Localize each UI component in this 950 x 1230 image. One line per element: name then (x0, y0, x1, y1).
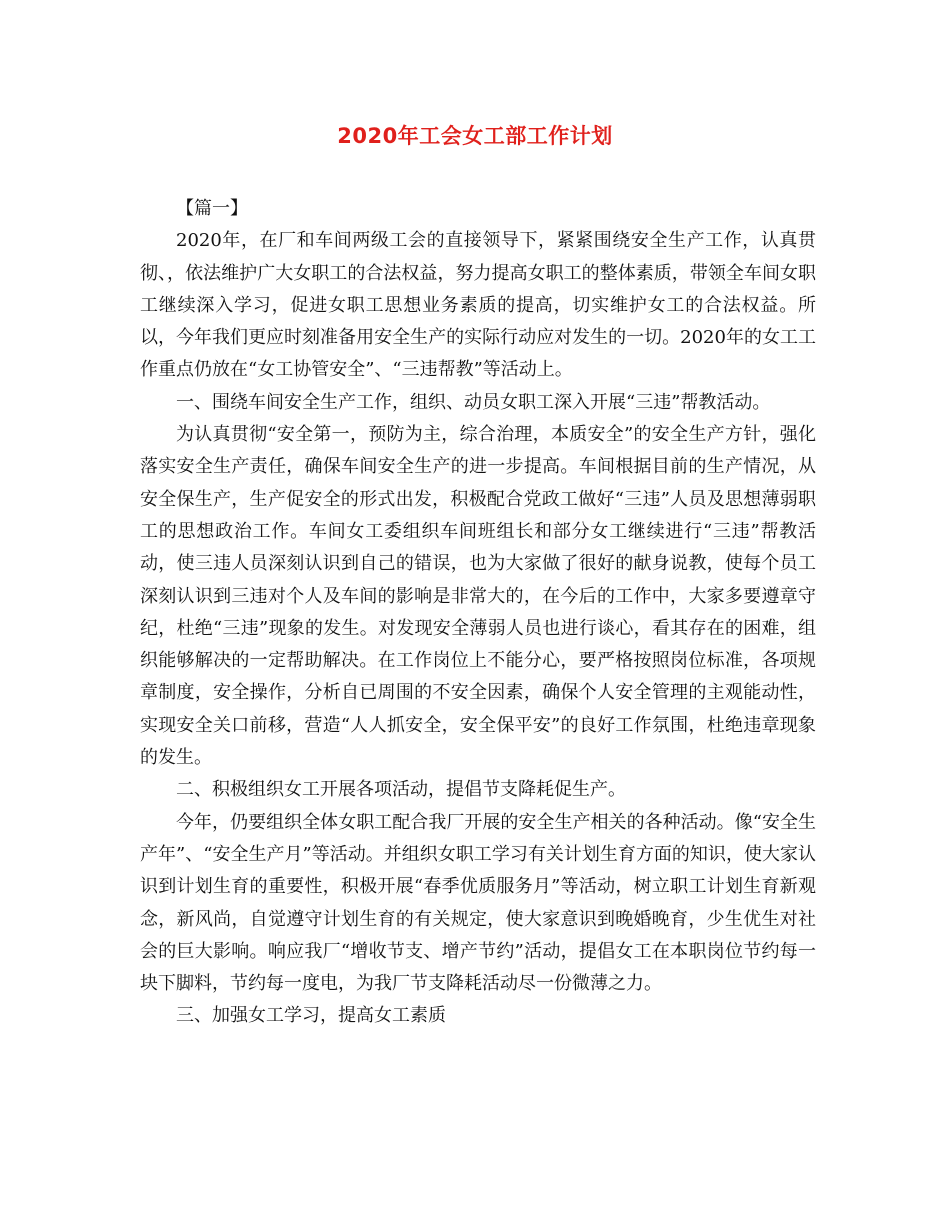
document-body (140, 193, 816, 1033)
section-heading-1: 一、围绕车间安全生产工作，组织、动员女职工深入开展“三违”帮教活动。 (176, 391, 771, 413)
section-2-paragraph: 今年，仍要组织全体女职工配合我厂开展的安全生产相关的各种活动。像“安全生产年”、“安全生产月”等活动。并组织女职工学习有关计划生育方面的知识，使大家认识到计划生育的重要性，积极开展“春季优质服务月”等活动，树立职工计划生育新观念，新风尚，自觉遵守计划生育的有关规定，使大家意识到晚婚晚育，少生优生对社会的巨大影响。响应我厂“增收节支、增产节约”活动，提倡女工在本职岗位节约每一块下脚料，节约每一度电，为我厂节支降耗活动尽一份微薄之力。 (140, 811, 816, 995)
section-heading-3: 三、加强女工学习，提高女工素质 (176, 1005, 446, 1027)
intro-paragraph: 2020年，在厂和车间两级工会的直接领导下，紧紧围绕安全生产工作，认真贯彻、，依法维护广大女职工的合法权益，努力提高女职工的整体素质，带领全车间女职工继续深入学习，促进女职工思想业务素质的提高，切实维护女工的合法权益。所以，今年我们更应时刻准备用安全生产的实际行动应对发生的一切。2020年的女工工作重点仍放在“女工协管安全”、“三违帮教”等活动上。 (140, 230, 816, 381)
section-marker: 【篇一】 (176, 198, 248, 219)
document-title: 2020年工会女工部工作计划 (337, 124, 613, 148)
section-heading-2: 二、积极组织女工开展各项活动，提倡节支降耗促生产。 (176, 779, 626, 801)
section-1-paragraph: 为认真贯彻“安全第一，预防为主，综合治理，本质安全”的安全生产方针，强化落实安全生产责任，确保车间安全生产的进一步提高。车间根据目前的生产情况，从安全保生产，生产促安全的形式出发，积极配合党政工做好“三违”人员及思想薄弱职工的思想政治工作。车间女工委组织车间班组长和部分女工继续进行“三违”帮教活动，使三违人员深刻认识到自己的错误，也为大家做了很好的献身说教，使每个员工深刻认识到三违对个人及车间的影响是非常大的，在今后的工作中，大家多要遵章守纪，杜绝“三违”现象的发生。对发现安全薄弱人员也进行谈心，看其存在的困难，组织能够解决的一定帮助解决。在工作岗位上不能分心，要严格按照岗位标准，各项规章制度，安全操作，分析自已周围的不安全因素，确保个人安全管理的主观能动性，实现安全关口前移，营造“人人抓安全，安全保平安”的良好工作氛围，杜绝违章现象的发生。 (140, 424, 816, 769)
